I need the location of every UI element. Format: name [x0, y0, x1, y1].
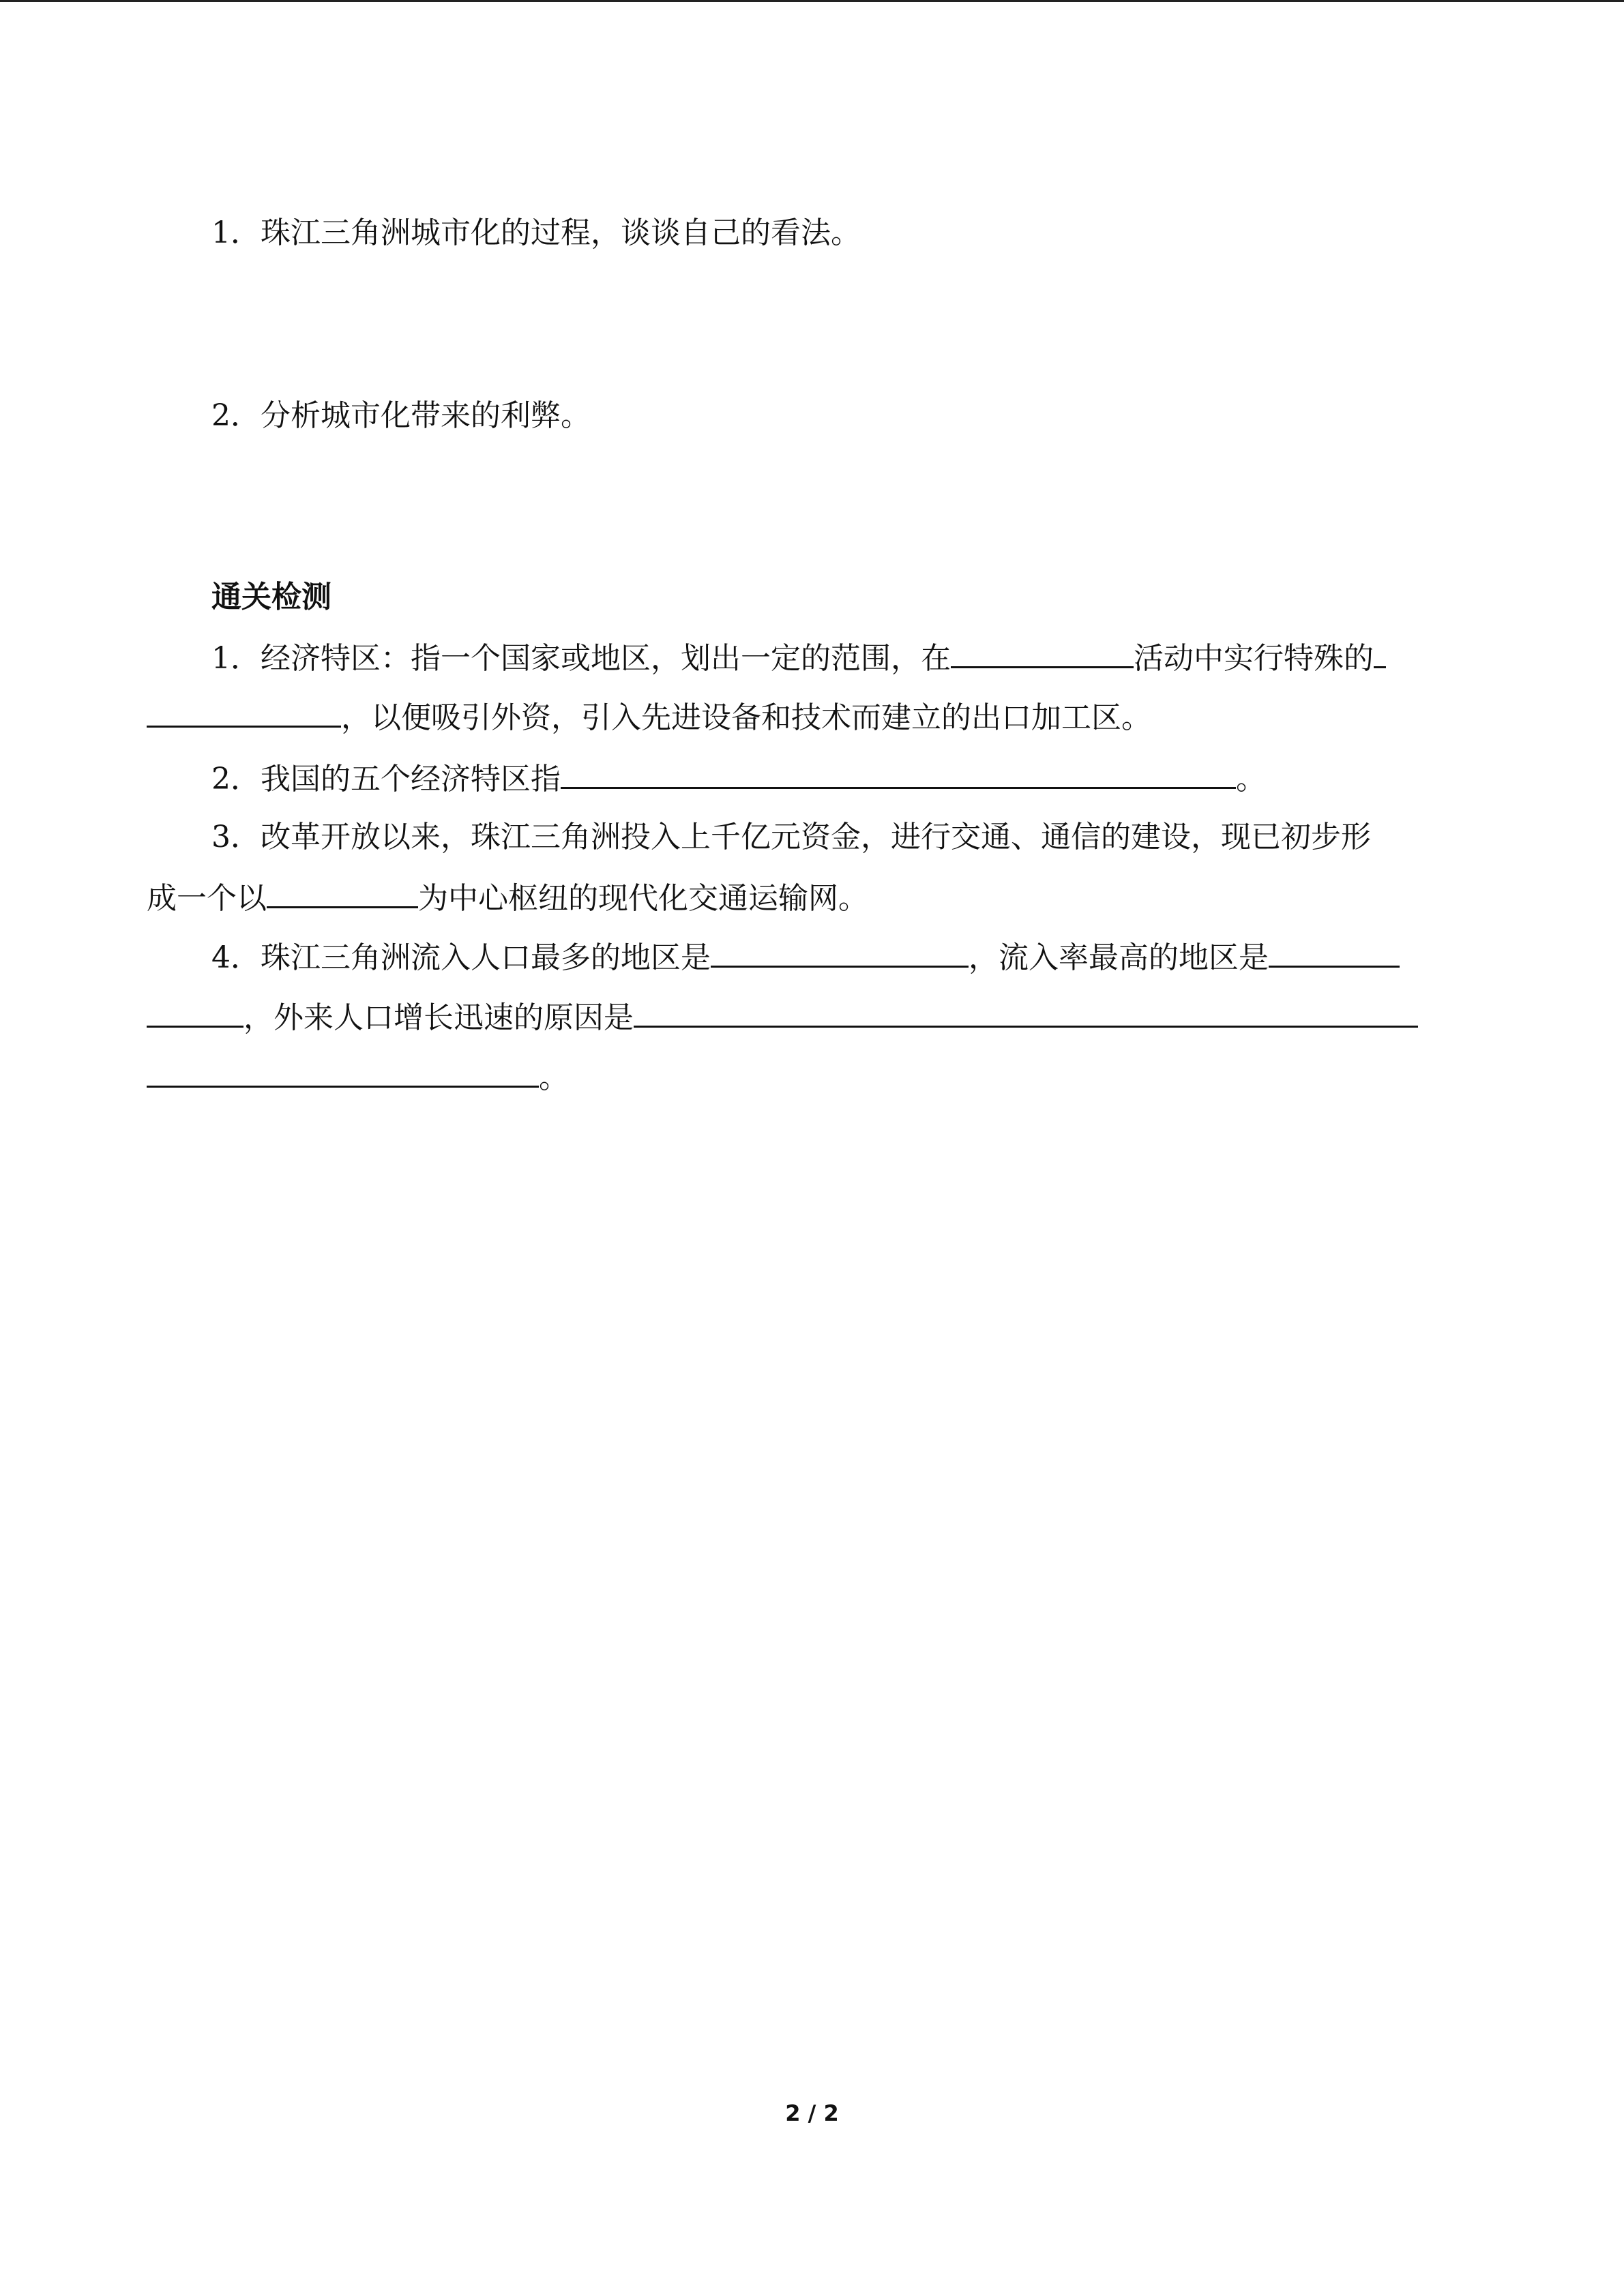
quiz-q1-text-b: 活动中实行特殊的	[1134, 641, 1374, 676]
quiz-q2-text-a: 2．我国的五个经济特区指	[211, 762, 561, 796]
quiz-q3-text-b: 成一个以	[147, 881, 267, 916]
quiz-q1-blank-2[interactable]	[147, 696, 341, 728]
quiz-question-1-line-1	[211, 636, 1386, 679]
quiz-q2-blank[interactable]	[561, 757, 1236, 789]
quiz-q4-blank-3[interactable]	[634, 996, 1418, 1028]
quiz-q3-text-a: 3．改革开放以来，珠江三角洲投入上千亿元资金，进行交通、通信的建设，现已初步形	[211, 820, 1371, 854]
top-border	[0, 0, 1624, 2]
quiz-q1-blank-2-start[interactable]	[1374, 636, 1386, 668]
quiz-heading	[211, 577, 331, 618]
quiz-q4-text-c: ，外来人口增长迅速的原因是	[243, 1000, 634, 1035]
quiz-q4-blank-3-cont[interactable]	[147, 1056, 539, 1088]
page-number: 2 / 2	[785, 2100, 839, 2126]
quiz-q1-text-a: 1．经济特区：指一个国家或地区，划出一定的范围，在	[211, 641, 951, 676]
quiz-question-3-line-1	[211, 817, 1371, 858]
quiz-q1-text-c: ，以便吸引外资，引入先进设备和技术而建立的出口加工区。	[341, 700, 1151, 735]
discussion-question-2	[211, 396, 591, 436]
discussion-question-1	[211, 213, 861, 254]
quiz-q4-text-b: ，流入率最高的地区是	[969, 940, 1269, 975]
quiz-question-4-line-1	[211, 936, 1400, 979]
discussion-question-1-text: 1．珠江三角洲城市化的过程，谈谈自己的看法。	[211, 215, 861, 250]
quiz-question-4-line-2	[147, 996, 1418, 1039]
quiz-question-1-line-2	[147, 696, 1151, 739]
quiz-question-4-line-3	[147, 1056, 569, 1099]
quiz-q1-blank-1[interactable]	[951, 636, 1134, 668]
quiz-q4-text-d: 。	[539, 1060, 569, 1095]
quiz-title: 通关检测	[211, 580, 331, 614]
quiz-q3-blank[interactable]	[267, 876, 418, 908]
discussion-question-2-text: 2．分析城市化带来的利弊。	[211, 398, 591, 433]
quiz-question-2	[211, 757, 1266, 800]
quiz-q2-text-b: 。	[1236, 762, 1266, 796]
quiz-q4-blank-2-start[interactable]	[1269, 936, 1400, 968]
quiz-q4-blank-2[interactable]	[147, 996, 243, 1028]
quiz-q4-text-a: 4．珠江三角洲流入人口最多的地区是	[211, 940, 711, 975]
quiz-q4-blank-1[interactable]	[711, 936, 969, 968]
quiz-question-3-line-2	[147, 876, 868, 919]
quiz-q3-text-c: 为中心枢纽的现代化交通运输网。	[418, 881, 868, 916]
